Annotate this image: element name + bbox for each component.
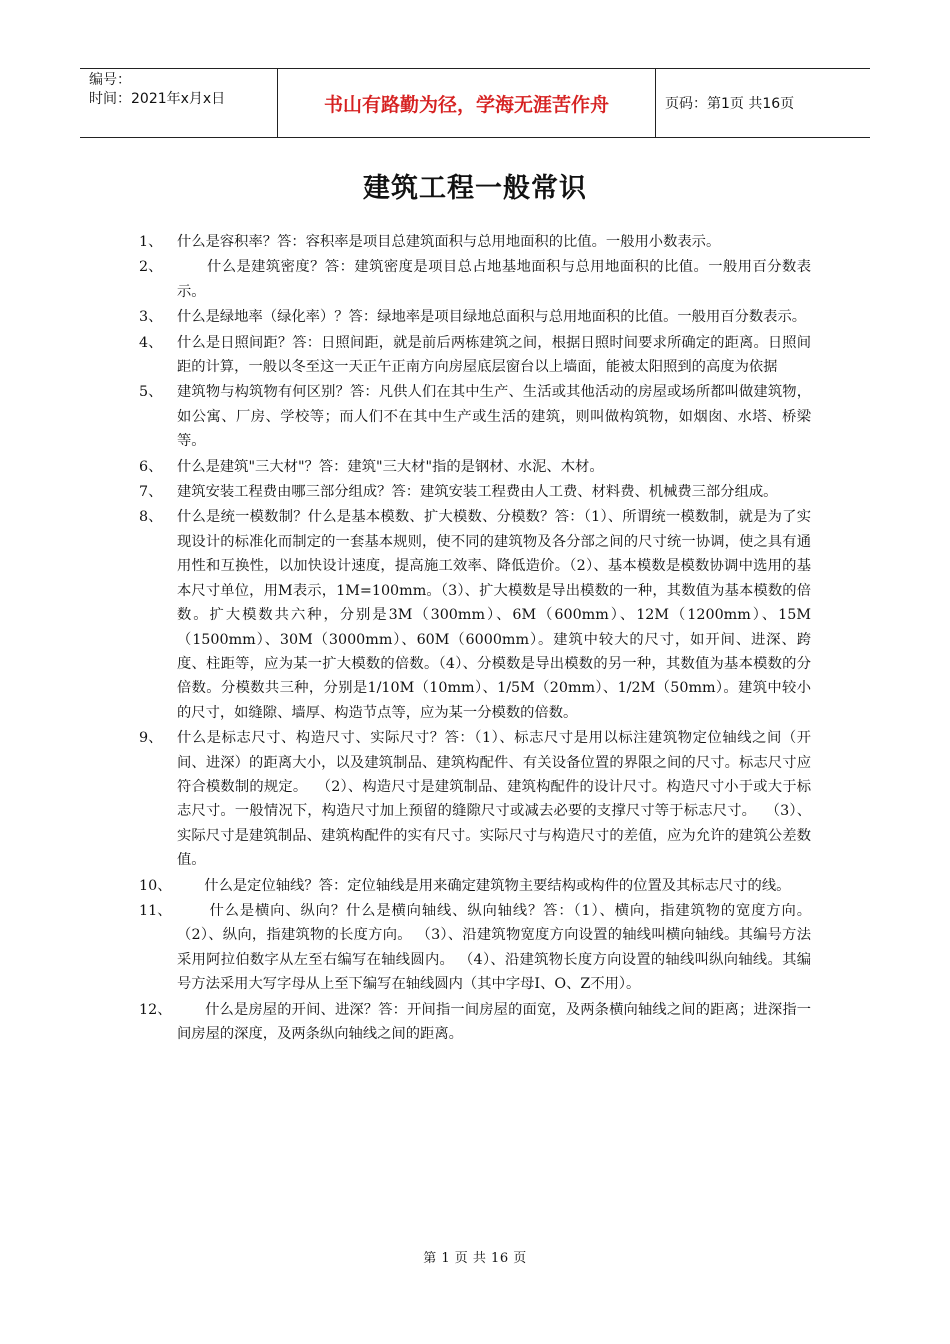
list-item: [139, 726, 819, 872]
header-page-info: 页码：第1页 共16页: [665, 96, 795, 112]
item-number: 6、: [139, 458, 163, 475]
item-text: 什么是建筑密度？答：建筑密度是项目总占地基地面积与总用地面积的比值。一般用百分数表示。: [177, 259, 811, 300]
item-text: 什么是标志尺寸、构造尺寸、实际尺寸？答：（1）、标志尺寸是用以标注建筑物定位轴线之间（开间、进深）的距离大小，以及建筑制品、建筑构配件、有关设备位置的界限之间的尺寸。标志尺寸应符合模数制的规定。 （2）、构造尺寸是建筑制品、建筑构配件的设计尺寸。构造尺寸小于或大于标志尺寸。一般情况下，构造尺寸加上预留的缝隙尺寸或减去必要的支撑尺寸等于标志尺寸。 （3）、实际尺寸是建筑制品、建筑构配件的实有尺寸。实际尺寸与构造尺寸的差值，应为允许的建筑公差数值。: [177, 730, 811, 869]
header-divider: [655, 69, 656, 137]
item-number: 4、: [139, 334, 163, 351]
item-number: 8、: [139, 509, 163, 526]
time-label: 时间：2021年x月x日: [89, 91, 226, 107]
item-text: 什么是建筑"三大材"？答：建筑"三大材"指的是钢材、水泥、木材。: [177, 458, 604, 475]
item-number: 10、: [139, 877, 172, 894]
item-text: 什么是统一模数制？什么是基本模数、扩大模数、分模数？答：（1）、所谓统一模数制，就是为了实现设计的标准化而制定的一套基本规则，使不同的建筑物及各分部之间的尺寸统一协调，使之具有通用性和互换性，以加快设计速度，提高施工效率、降低造价。（2）、基本模数是模数协调中选用的基本尺寸单位，用M表示，1M=100mm。（3）、扩大模数是导出模数的一种，其数值为基本模数的倍数。扩大模数共六种，分别是3M（300mm）、6M（600mm）、12M（1200mm）、15M（1500mm）、30M（3000mm）、60M（6000mm）。建筑中较大的尺寸，如开间、进深、跨度、柱距等，应为某一扩大模数的倍数。（4）、分模数是导出模数的另一种，其数值为基本模数的分倍数。分模数共三种，分别是1/10M（10mm）、1/5M（20mm）、1/2M（50mm）。建筑中较小的尺寸，如缝隙、墙厚、构造节点等，应为某一分模数的倍数。: [177, 509, 811, 721]
header-motto: 书山有路勤为径，学海无涯苦作舟: [323, 93, 609, 116]
list-item: [139, 380, 819, 453]
page-footer: 第 1 页 共 16 页: [423, 1251, 527, 1266]
document-header: [80, 68, 870, 138]
item-text: 建筑安装工程费由哪三部分组成？答：建筑安装工程费由人工费、材料费、机械费三部分组成。: [177, 484, 778, 501]
item-number: 1、: [139, 234, 163, 250]
list-item: [139, 998, 819, 1047]
header-meta: [89, 71, 225, 109]
list-item: [139, 899, 819, 997]
list-item: [139, 874, 819, 898]
item-text: 什么是绿地率（绿化率）？答：绿地率是项目绿地总面积与总用地面积的比值。一般用百分数表示。: [177, 309, 807, 326]
item-number: 9、: [139, 730, 163, 747]
item-number: 2、: [139, 259, 163, 276]
number-label: 编号：: [89, 72, 131, 88]
list-item: [139, 331, 819, 380]
list-item: [139, 230, 819, 254]
item-number: 5、: [139, 384, 163, 401]
item-text: 什么是日照间距？答：日照间距，就是前后两栋建筑之间，根据日照时间要求所确定的距离。日照间距的计算，一般以冬至这一天正午正南方向房屋底层窗台以上墙面，能被太阳照到的高度为依据: [177, 334, 811, 376]
qa-list: [139, 230, 819, 1047]
list-item: [139, 455, 819, 479]
item-text: 建筑物与构筑物有何区别？答：凡供人们在其中生产、生活或其他活动的房屋或场所都叫做建筑物，如公寓、厂房、学校等；而人们不在其中生产或生活的建筑，则叫做构筑物，如烟囱、水塔、桥梁等。: [177, 384, 811, 450]
list-item: [139, 505, 819, 725]
list-item: [139, 255, 819, 304]
item-number: 11、: [139, 902, 172, 919]
item-text: 什么是房屋的开间、进深？答：开间指一间房屋的面宽，及两条横向轴线之间的距离；进深指一间房屋的深度，及两条纵向轴线之间的距离。: [177, 1001, 811, 1042]
list-item: [139, 480, 819, 504]
list-item: [139, 305, 819, 329]
item-number: 12、: [139, 1001, 172, 1018]
item-text: 什么是横向、纵向？什么是横向轴线、纵向轴线？答：（1）、横向，指建筑物的宽度方向。 （2）、纵向，指建筑物的长度方向。 （3）、沿建筑物宽度方向设置的轴线叫横向轴线。其编号方法采用阿拉伯数字从左至右编写在轴线圆内。 （4）、沿建筑物长度方向设置的轴线叫纵向轴线。其编号方法采用大写字母从上至下编写在轴线圆内（其中字母I、O、Z不用）。: [177, 902, 816, 993]
item-number: 3、: [139, 309, 163, 326]
item-number: 7、: [139, 484, 163, 501]
item-text: 什么是容积率？答：容积率是项目总建筑面积与总用地面积的比值。一般用小数表示。: [177, 234, 721, 250]
document-title: 建筑工程一般常识: [363, 173, 587, 204]
item-text: 什么是定位轴线？答：定位轴线是用来确定建筑物主要结构或构件的位置及其标志尺寸的线。: [177, 877, 791, 894]
